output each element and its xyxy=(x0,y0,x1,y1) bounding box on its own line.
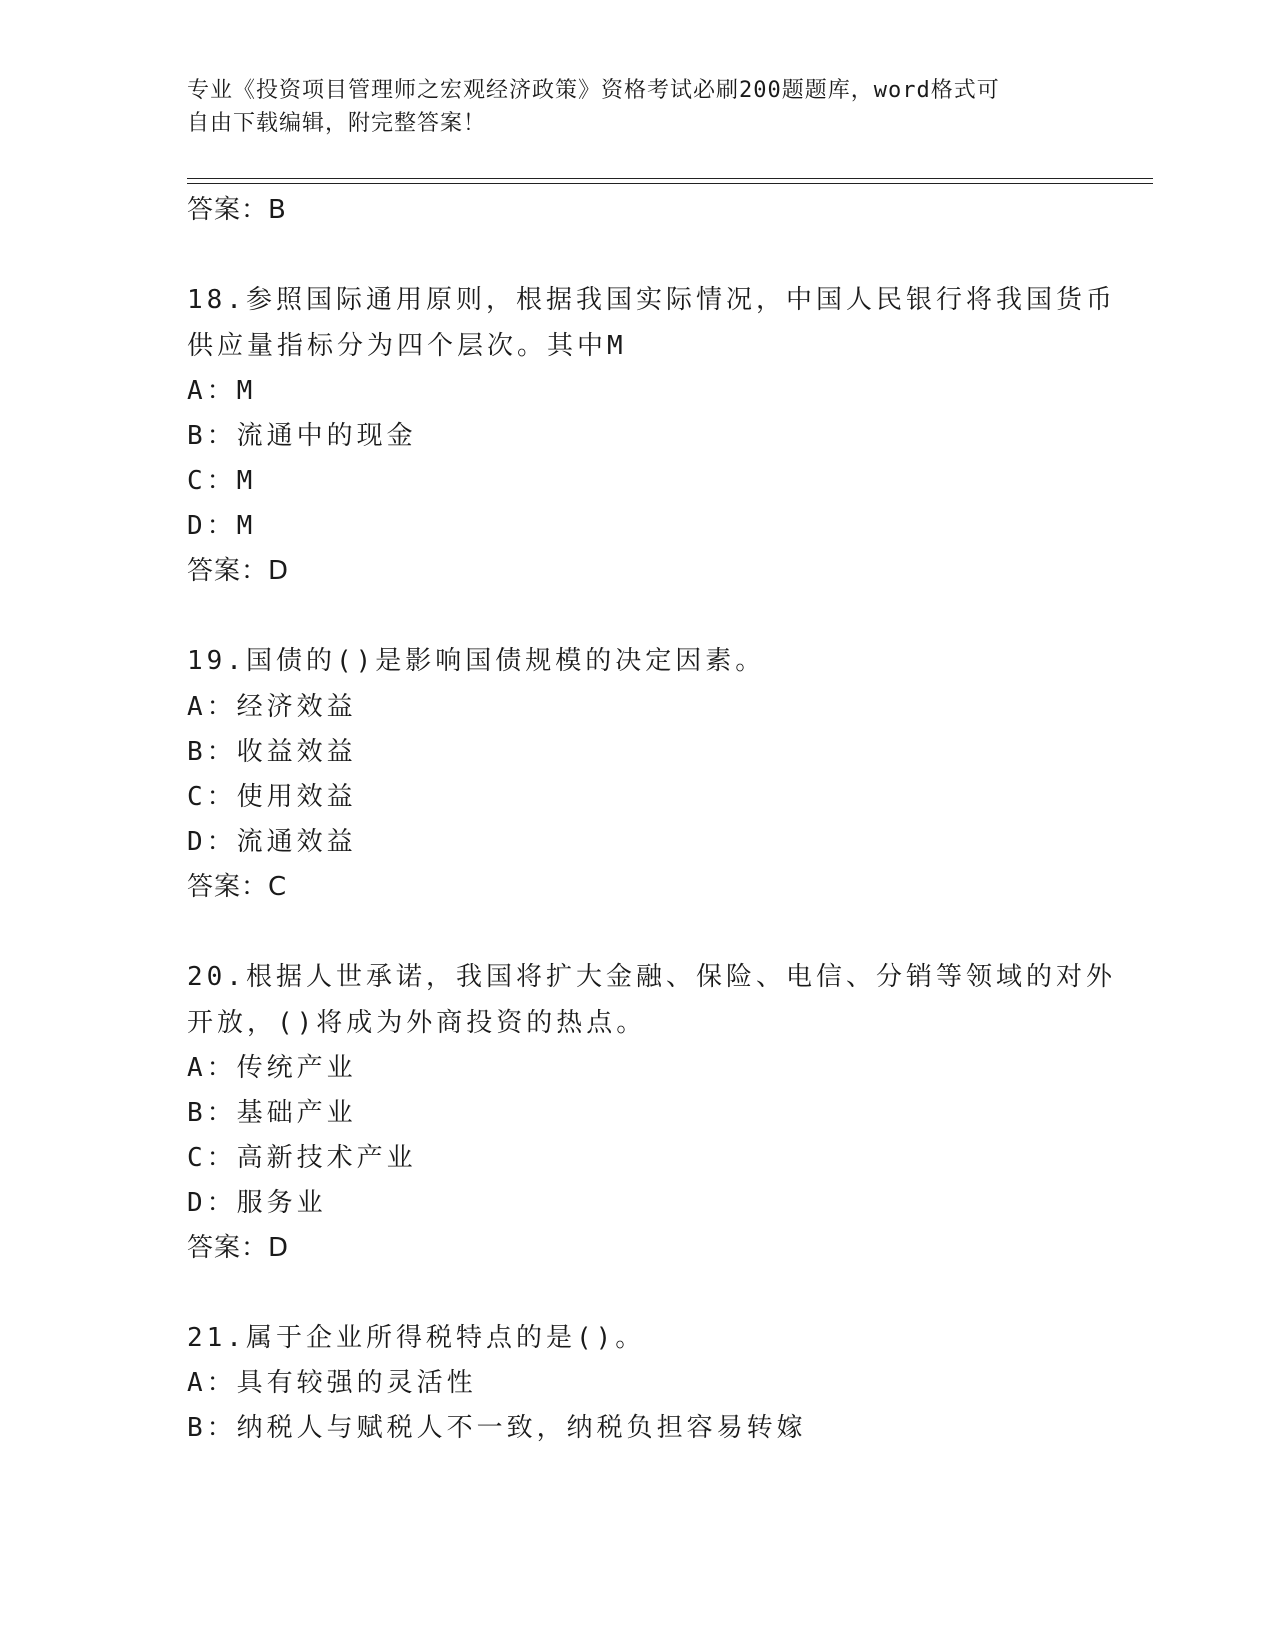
question-20-option-b: B：基础产业 xyxy=(187,1098,357,1128)
question-21-option-a: A：具有较强的灵活性 xyxy=(187,1368,477,1398)
question-18-option-a: A：M xyxy=(187,376,257,406)
answer-17: 答案：B xyxy=(187,195,287,225)
header-rule-top xyxy=(187,178,1153,179)
question-19-option-b: B：收益效益 xyxy=(187,737,357,767)
header-line-2: 自由下载编辑，附完整答案！ xyxy=(187,111,487,136)
question-18-answer: 答案：D xyxy=(187,556,290,586)
question-19-option-d: D：流通效益 xyxy=(187,827,357,857)
question-18-stem-line-2: 供应量指标分为四个层次。其中M xyxy=(187,331,627,361)
question-18-stem-line-1: 18.参照国际通用原则，根据我国实际情况，中国人民银行将我国货币 xyxy=(187,285,1116,315)
question-19-option-c: C：使用效益 xyxy=(187,782,357,812)
question-20-option-d: D：服务业 xyxy=(187,1188,327,1218)
header-line-1: 专业《投资项目管理师之宏观经济政策》资格考试必刷200题题库，word格式可 xyxy=(187,78,1000,103)
question-20-stem-line-1: 20.根据人世承诺，我国将扩大金融、保险、电信、分销等领域的对外 xyxy=(187,962,1116,992)
question-18-option-b: B：流通中的现金 xyxy=(187,421,417,451)
question-19-option-a: A：经济效益 xyxy=(187,692,357,722)
question-20-option-a: A：传统产业 xyxy=(187,1053,357,1083)
question-18-option-d: D：M xyxy=(187,511,257,541)
question-18-option-c: C：M xyxy=(187,466,257,496)
question-21-stem: 21.属于企业所得税特点的是()。 xyxy=(187,1323,646,1353)
question-21-option-b: B：纳税人与赋税人不一致，纳税负担容易转嫁 xyxy=(187,1413,807,1443)
question-20-stem-line-2: 开放，()将成为外商投资的热点。 xyxy=(187,1008,647,1038)
question-19-answer: 答案：C xyxy=(187,872,288,902)
question-19-stem: 19.国债的()是影响国债规模的决定因素。 xyxy=(187,646,766,676)
question-20-answer: 答案：D xyxy=(187,1233,290,1263)
question-20-option-c: C：高新技术产业 xyxy=(187,1143,417,1173)
header-rule-bottom xyxy=(187,183,1153,184)
document-header xyxy=(187,74,1067,140)
